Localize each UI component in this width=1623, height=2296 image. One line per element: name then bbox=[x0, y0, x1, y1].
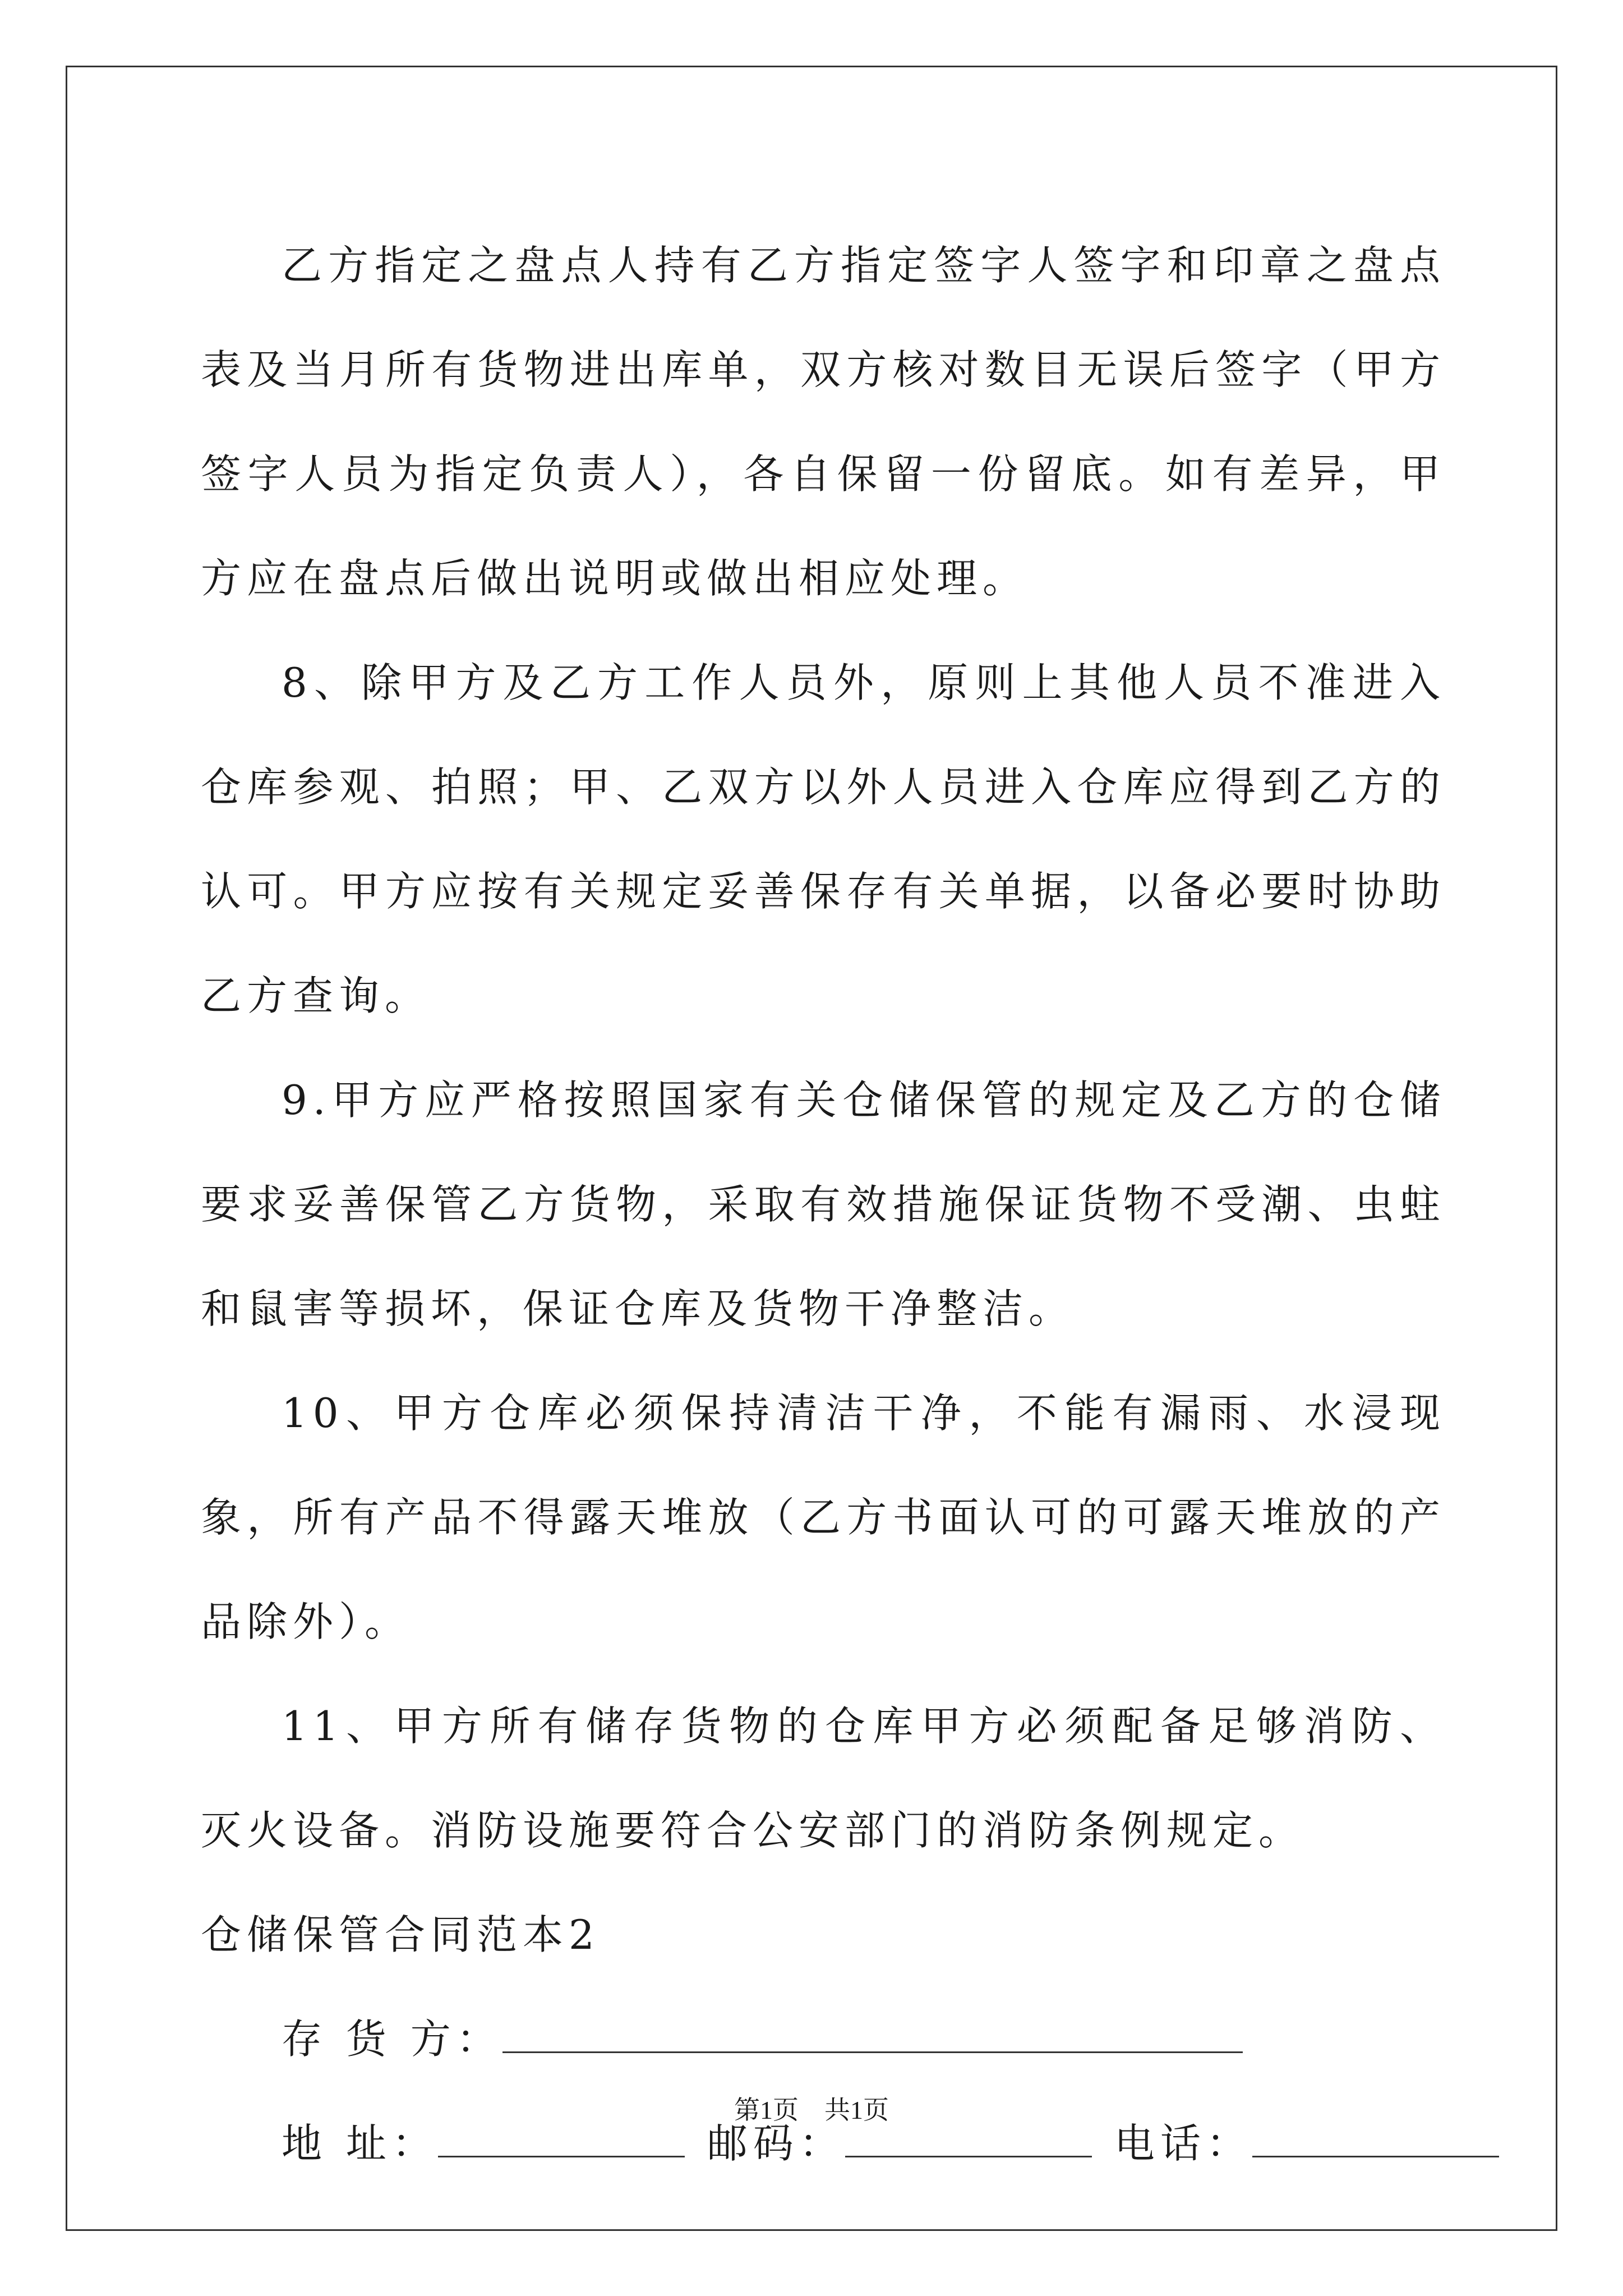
depositor-row bbox=[201, 1987, 1446, 2091]
paragraph-inventory: 乙方指定之盘点人持有乙方指定签字人签字和印章之盘点表及当月所有货物进出库单，双方核对数目无误后签字（甲方签字人员为指定负责人），各自保留一份留底。如有差异，甲方应在盘点后做出说明或做出相应处理。 bbox=[201, 242, 1446, 602]
page-footer: 第1页 共1页 bbox=[734, 2096, 889, 2124]
depositor-label: 存 货 方： bbox=[282, 2016, 502, 2063]
paragraph-clause-9: 9.甲方应严格按照国家有关仓储保管的规定及乙方的仓储要求妥善保管乙方货物，采取有效措施保证货物不受潮、虫蛀和鼠害等损坏，保证仓库及货物干净整洁。 bbox=[201, 1076, 1446, 1332]
address-label: 地 址： bbox=[282, 2120, 438, 2167]
address-field[interactable] bbox=[438, 2123, 685, 2157]
depositor-field[interactable] bbox=[502, 2019, 1243, 2053]
phone-label: 电话： bbox=[1114, 2120, 1252, 2167]
paragraph-clause-8: 8、除甲方及乙方工作人员外，原则上其他人员不准进入仓库参观、拍照；甲、乙双方以外人员进入仓库应得到乙方的认可。甲方应按有关规定妥善保存有关单据，以备必要时协助乙方查询。 bbox=[201, 659, 1446, 1019]
postcode-field[interactable] bbox=[845, 2123, 1092, 2157]
postcode-label: 邮码： bbox=[707, 2120, 845, 2167]
paragraph-clause-10: 10、甲方仓库必须保持清洁干净，不能有漏雨、水浸现象，所有产品不得露天堆放（乙方书面认可的可露天堆放的产品除外）。 bbox=[201, 1389, 1446, 1645]
section-title: 仓储保管合同范本2 bbox=[201, 1911, 600, 1958]
paragraph-clause-11: 11、甲方所有储存货物的仓库甲方必须配备足够消防、灭火设备。消防设施要符合公安部门的消防条例规定。 bbox=[201, 1703, 1446, 1854]
phone-field[interactable] bbox=[1252, 2123, 1499, 2157]
document-body bbox=[201, 213, 1446, 2196]
